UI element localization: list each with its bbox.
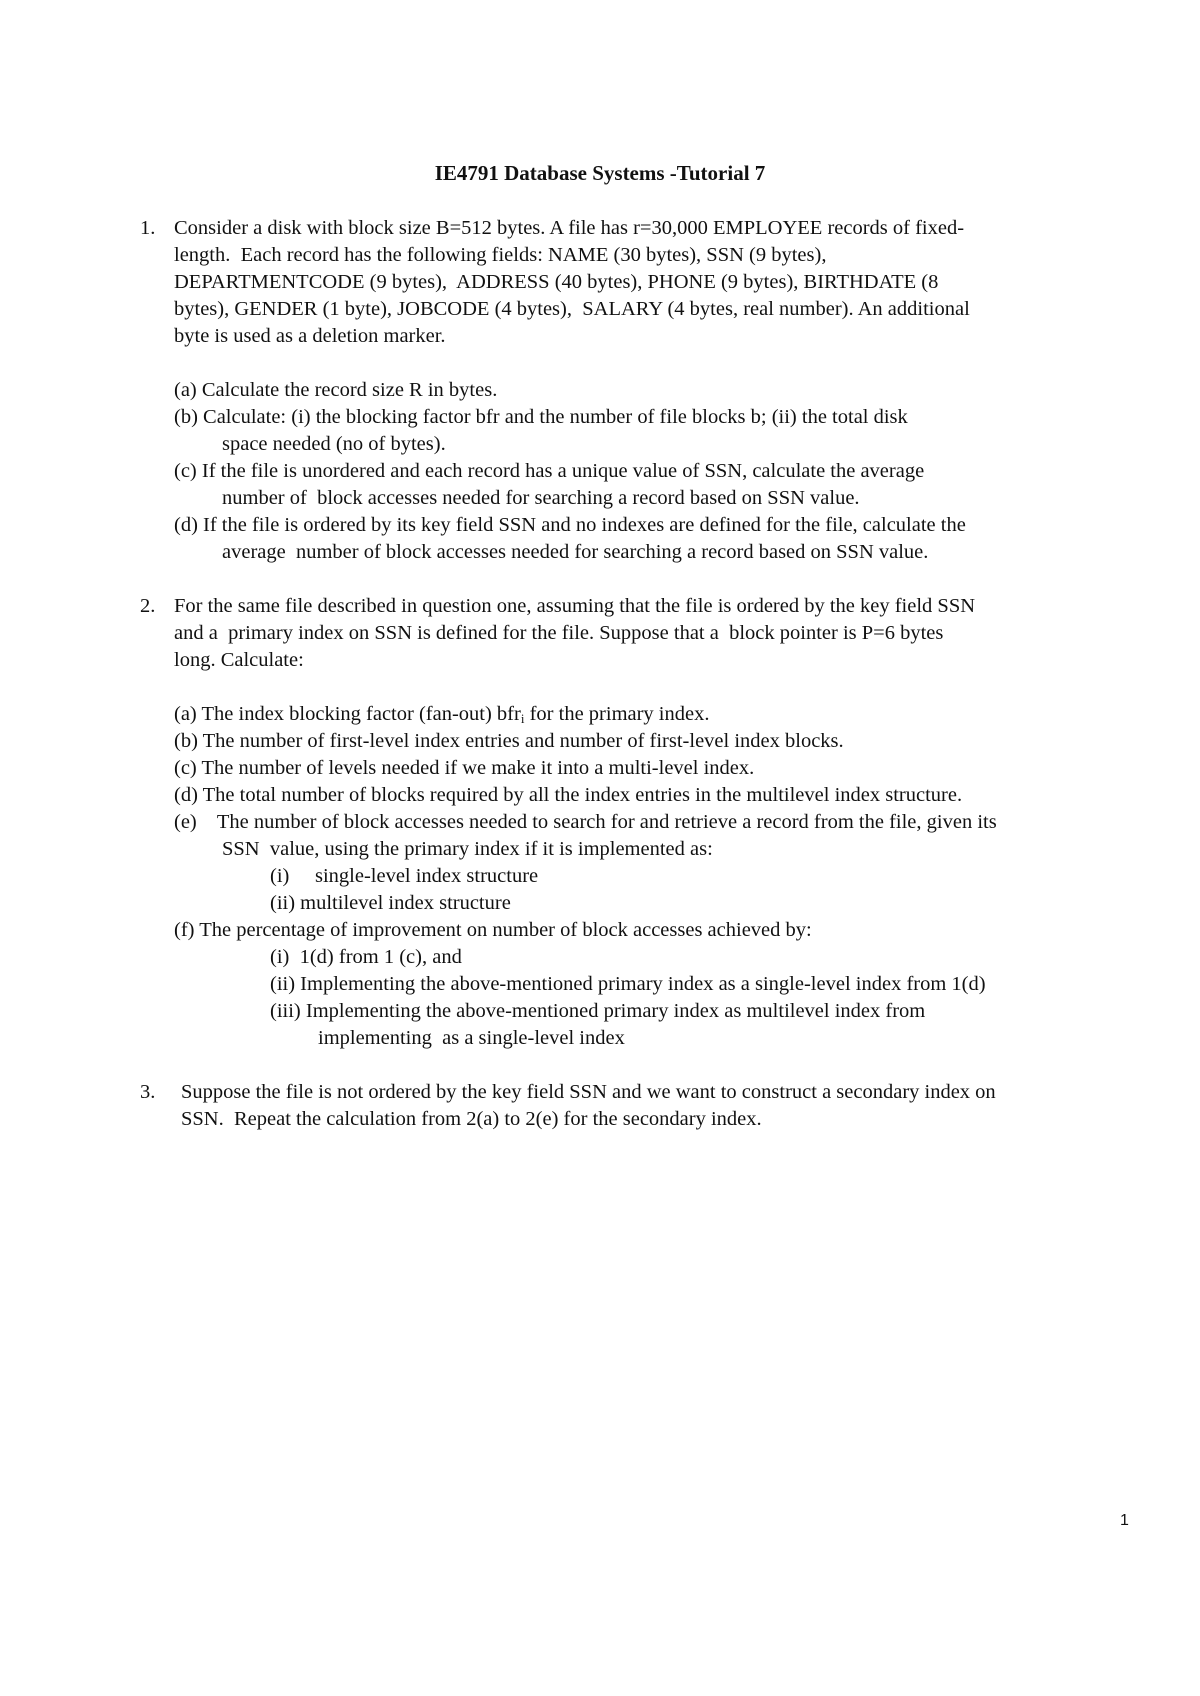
q2-part-d: (d) The total number of blocks required by all the index entries in the multilevel index structure. xyxy=(174,784,963,806)
q2-part-f-iii: (iii) Implementing the above-mentioned primary index as multilevel index from xyxy=(270,1000,926,1022)
q1-line-3: DEPARTMENTCODE (9 bytes), ADDRESS (40 bytes), PHONE (9 bytes), BIRTHDATE (8 xyxy=(174,271,939,293)
q1-part-c: (c) If the file is unordered and each record has a unique value of SSN, calculate the average xyxy=(174,460,925,482)
q2-line-3: long. Calculate: xyxy=(174,649,304,671)
q2-part-f-iii-cont: implementing as a single-level index xyxy=(318,1027,625,1049)
q2-part-e-ii: (ii) multilevel index structure xyxy=(270,892,511,914)
q3-line-1: Suppose the file is not ordered by the key field SSN and we want to construct a secondary index on xyxy=(181,1081,996,1103)
q1-line-4: bytes), GENDER (1 byte), JOBCODE (4 bytes), SALARY (4 bytes, real number). An additional xyxy=(174,298,970,320)
q1-line-1: Consider a disk with block size B=512 bytes. A file has r=30,000 EMPLOYEE records of fixed- xyxy=(174,217,965,239)
q1-number: 1. xyxy=(140,217,156,239)
q1-part-d-cont: average number of block accesses needed for searching a record based on SSN value. xyxy=(222,541,929,563)
q1-part-b: (b) Calculate: (i) the blocking factor bfr and the number of file blocks b; (ii) the total disk xyxy=(174,406,908,428)
q2-part-e-cont: SSN value, using the primary index if it is implemented as: xyxy=(222,838,713,860)
q2-part-e-i: (i) single-level index structure xyxy=(270,865,539,887)
document-title: IE4791 Database Systems -Tutorial 7 xyxy=(434,161,766,185)
q1-part-d: (d) If the file is ordered by its key field SSN and no indexes are defined for the file, calculate the xyxy=(174,514,966,536)
q1-part-b-cont: space needed (no of bytes). xyxy=(222,433,446,455)
q2-number: 2. xyxy=(140,595,156,617)
q2-part-a-subscript: i xyxy=(520,711,525,726)
q2-part-b: (b) The number of first-level index entries and number of first-level index blocks. xyxy=(174,730,844,752)
q1-line-2: length. Each record has the following fields: NAME (30 bytes), SSN (9 bytes), xyxy=(174,244,827,266)
q2-line-2: and a primary index on SSN is defined for the file. Suppose that a block pointer is P=6 bytes xyxy=(174,622,944,644)
q2-part-c: (c) The number of levels needed if we make it into a multi-level index. xyxy=(174,757,755,779)
page-number: 1 xyxy=(1120,1512,1129,1529)
q2-part-e: (e) The number of block accesses needed to search for and retrieve a record from the file, given its xyxy=(174,811,997,833)
q2-part-a-text: (a) The index blocking factor (fan-out) bfr xyxy=(174,703,521,725)
q2-part-f: (f) The percentage of improvement on number of block accesses achieved by: xyxy=(174,919,812,941)
q1-part-c-cont: number of block accesses needed for searching a record based on SSN value. xyxy=(222,487,860,509)
q3-line-2: SSN. Repeat the calculation from 2(a) to 2(e) for the secondary index. xyxy=(181,1108,762,1130)
q2-part-f-ii: (ii) Implementing the above-mentioned primary index as a single-level index from 1(d) xyxy=(270,973,986,995)
q2-part-f-i: (i) 1(d) from 1 (c), and xyxy=(270,946,462,968)
q1-part-a: (a) Calculate the record size R in bytes. xyxy=(174,379,498,401)
q2-line-1: For the same file described in question one, assuming that the file is ordered by the key field SSN xyxy=(174,595,976,617)
q2-part-a-text-end: for the primary index. xyxy=(524,703,710,725)
q3-number: 3. xyxy=(140,1081,156,1103)
q1-line-5: byte is used as a deletion marker. xyxy=(174,325,446,347)
